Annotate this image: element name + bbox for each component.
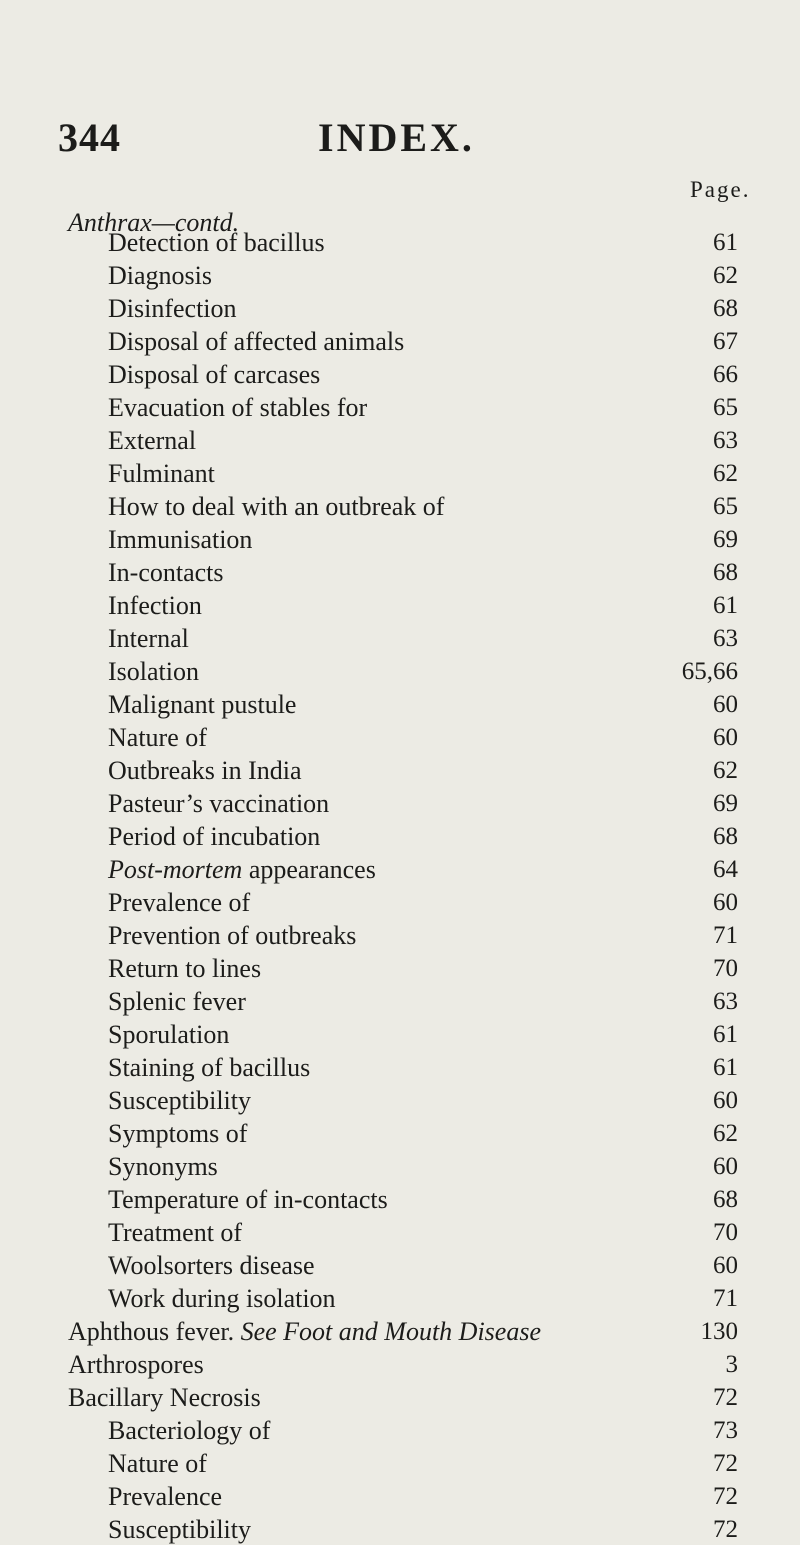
entry-page-number: 65,66 [681, 658, 738, 685]
entry-page-number: 71 [713, 1285, 738, 1312]
index-entry [0, 752, 800, 785]
index-entry [0, 851, 800, 884]
entry-label: Susceptibility [108, 1086, 251, 1115]
index-entry [0, 356, 800, 389]
index-entry [0, 488, 800, 521]
entry-page-number: 60 [713, 724, 738, 751]
entry-page-number: 70 [713, 955, 738, 982]
entry-label: Outbreaks in India [108, 756, 302, 785]
entry-page-number: 63 [713, 625, 738, 652]
index-entries [0, 224, 800, 1544]
entry-page-number: 68 [713, 1186, 738, 1213]
index-entry [0, 1379, 800, 1412]
entry-label: Fulminant [108, 459, 215, 488]
index-entry [0, 1412, 800, 1445]
entry-page-number: 72 [713, 1384, 738, 1411]
entry-page-number: 71 [713, 922, 738, 949]
entry-page-number: 63 [713, 988, 738, 1015]
entry-page-number: 64 [713, 856, 738, 883]
entry-page-number: 61 [713, 592, 738, 619]
entry-label: Disposal of carcases [108, 360, 321, 389]
index-entry [0, 1214, 800, 1247]
entry-label: Staining of bacillus [108, 1053, 311, 1082]
entry-label: Evacuation of stables for [108, 393, 368, 422]
entry-label: Internal [108, 624, 189, 653]
entry-page-number: 68 [713, 559, 738, 586]
index-entry [0, 620, 800, 653]
entry-label: Return to lines [108, 954, 262, 983]
entry-page-number: 72 [713, 1450, 738, 1477]
entry-page-number: 73 [713, 1417, 738, 1444]
entry-label: External [108, 426, 197, 455]
index-entry [0, 1049, 800, 1082]
entry-label: In-contacts [108, 558, 224, 587]
index-entry [0, 455, 800, 488]
page-number: 344 [58, 115, 121, 160]
entry-page-number: 60 [713, 1087, 738, 1114]
entry-page-number: 69 [713, 790, 738, 817]
page-title: INDEX. [318, 115, 475, 160]
entry-page-number: 60 [713, 691, 738, 718]
index-entry [0, 719, 800, 752]
entry-page-number: 62 [713, 757, 738, 784]
entry-page-number: 62 [713, 262, 738, 289]
entry-label: Temperature of in-contacts [108, 1185, 388, 1214]
entry-label: Sporulation [108, 1020, 230, 1049]
entry-label: Bacillary Necrosis [68, 1383, 261, 1412]
entry-label: Prevalence [108, 1482, 223, 1511]
section-heading: Anthrax—contd. [68, 208, 240, 237]
index-entry [0, 1445, 800, 1478]
index-entry [0, 686, 800, 719]
entry-label: How to deal with an outbreak of [108, 492, 445, 521]
index-entry [0, 1280, 800, 1313]
entry-label: Pasteur’s vaccination [108, 789, 330, 818]
index-entry [0, 1346, 800, 1379]
index-entry [0, 653, 800, 686]
index-entry [0, 290, 800, 323]
entry-page-number: 3 [725, 1351, 738, 1378]
index-entry [0, 950, 800, 983]
entry-label: Work during isolation [108, 1284, 336, 1313]
entry-label: Post-mortem appearances [108, 855, 376, 884]
index-entry [0, 323, 800, 356]
entry-label: Bacteriology of [108, 1416, 271, 1445]
index-entry [0, 587, 800, 620]
entry-page-number: 67 [713, 328, 738, 355]
entry-label: Prevention of outbreaks [108, 921, 357, 950]
index-entry [0, 818, 800, 851]
entry-page-number: 62 [713, 1120, 738, 1147]
index-entry [0, 224, 800, 257]
entry-page-number: 61 [713, 1054, 738, 1081]
entry-page-number: 72 [713, 1516, 738, 1543]
index-entry [0, 785, 800, 818]
index-entry [0, 1511, 800, 1544]
entry-label: Aphthous fever. See Foot and Mouth Disease [68, 1317, 541, 1346]
index-entry [0, 521, 800, 554]
entry-label: Splenic fever [108, 987, 246, 1016]
index-entry [0, 1115, 800, 1148]
entry-page-number: 68 [713, 295, 738, 322]
entry-page-number: 60 [713, 889, 738, 916]
entry-page-number: 68 [713, 823, 738, 850]
index-entry [0, 422, 800, 455]
entry-label: Susceptibility [108, 1515, 251, 1544]
entry-label: Disinfection [108, 294, 237, 323]
index-entry [0, 389, 800, 422]
entry-page-number: 65 [713, 493, 738, 520]
index-entry [0, 554, 800, 587]
entry-label: Detection of bacillus [108, 228, 325, 257]
entry-label: Nature of [108, 723, 207, 752]
index-entry [0, 917, 800, 950]
entry-label: Isolation [108, 657, 199, 686]
entry-page-number: 61 [713, 229, 738, 256]
entry-label-italic: Post-mortem [108, 855, 243, 884]
entry-page-number: 63 [713, 427, 738, 454]
entry-label: Treatment of [108, 1218, 243, 1247]
entry-page-number: 70 [713, 1219, 738, 1246]
entry-label: Woolsorters disease [108, 1251, 315, 1280]
entry-page-number: 66 [713, 361, 738, 388]
index-entry [0, 884, 800, 917]
entry-page-number: 60 [713, 1252, 738, 1279]
entry-label: Immunisation [108, 525, 253, 554]
entry-page-number: 130 [700, 1318, 738, 1345]
see-reference: See Foot and Mouth Disease [234, 1317, 541, 1346]
entry-page-number: 69 [713, 526, 738, 553]
index-entry [0, 257, 800, 290]
page-column-label: Page. [690, 177, 751, 202]
entry-label: Period of incubation [108, 822, 321, 851]
entry-label: Nature of [108, 1449, 207, 1478]
entry-label: Synonyms [108, 1152, 218, 1181]
entry-page-number: 62 [713, 460, 738, 487]
entry-label: Diagnosis [108, 261, 212, 290]
entry-label: Infection [108, 591, 202, 620]
entry-page-number: 72 [713, 1483, 738, 1510]
index-entry [0, 1148, 800, 1181]
index-entry [0, 983, 800, 1016]
entry-label: Malignant pustule [108, 690, 297, 719]
index-entry [0, 1181, 800, 1214]
entry-page-number: 65 [713, 394, 738, 421]
index-entry [0, 1313, 800, 1346]
entry-label: Prevalence of [108, 888, 251, 917]
index-entry [0, 1478, 800, 1511]
entry-page-number: 60 [713, 1153, 738, 1180]
entry-label: Symptoms of [108, 1119, 248, 1148]
index-entry [0, 1016, 800, 1049]
entry-page-number: 61 [713, 1021, 738, 1048]
index-entry [0, 1082, 800, 1115]
entry-label: Disposal of affected animals [108, 327, 405, 356]
entry-label: Arthrospores [68, 1350, 204, 1379]
index-entry [0, 1247, 800, 1280]
